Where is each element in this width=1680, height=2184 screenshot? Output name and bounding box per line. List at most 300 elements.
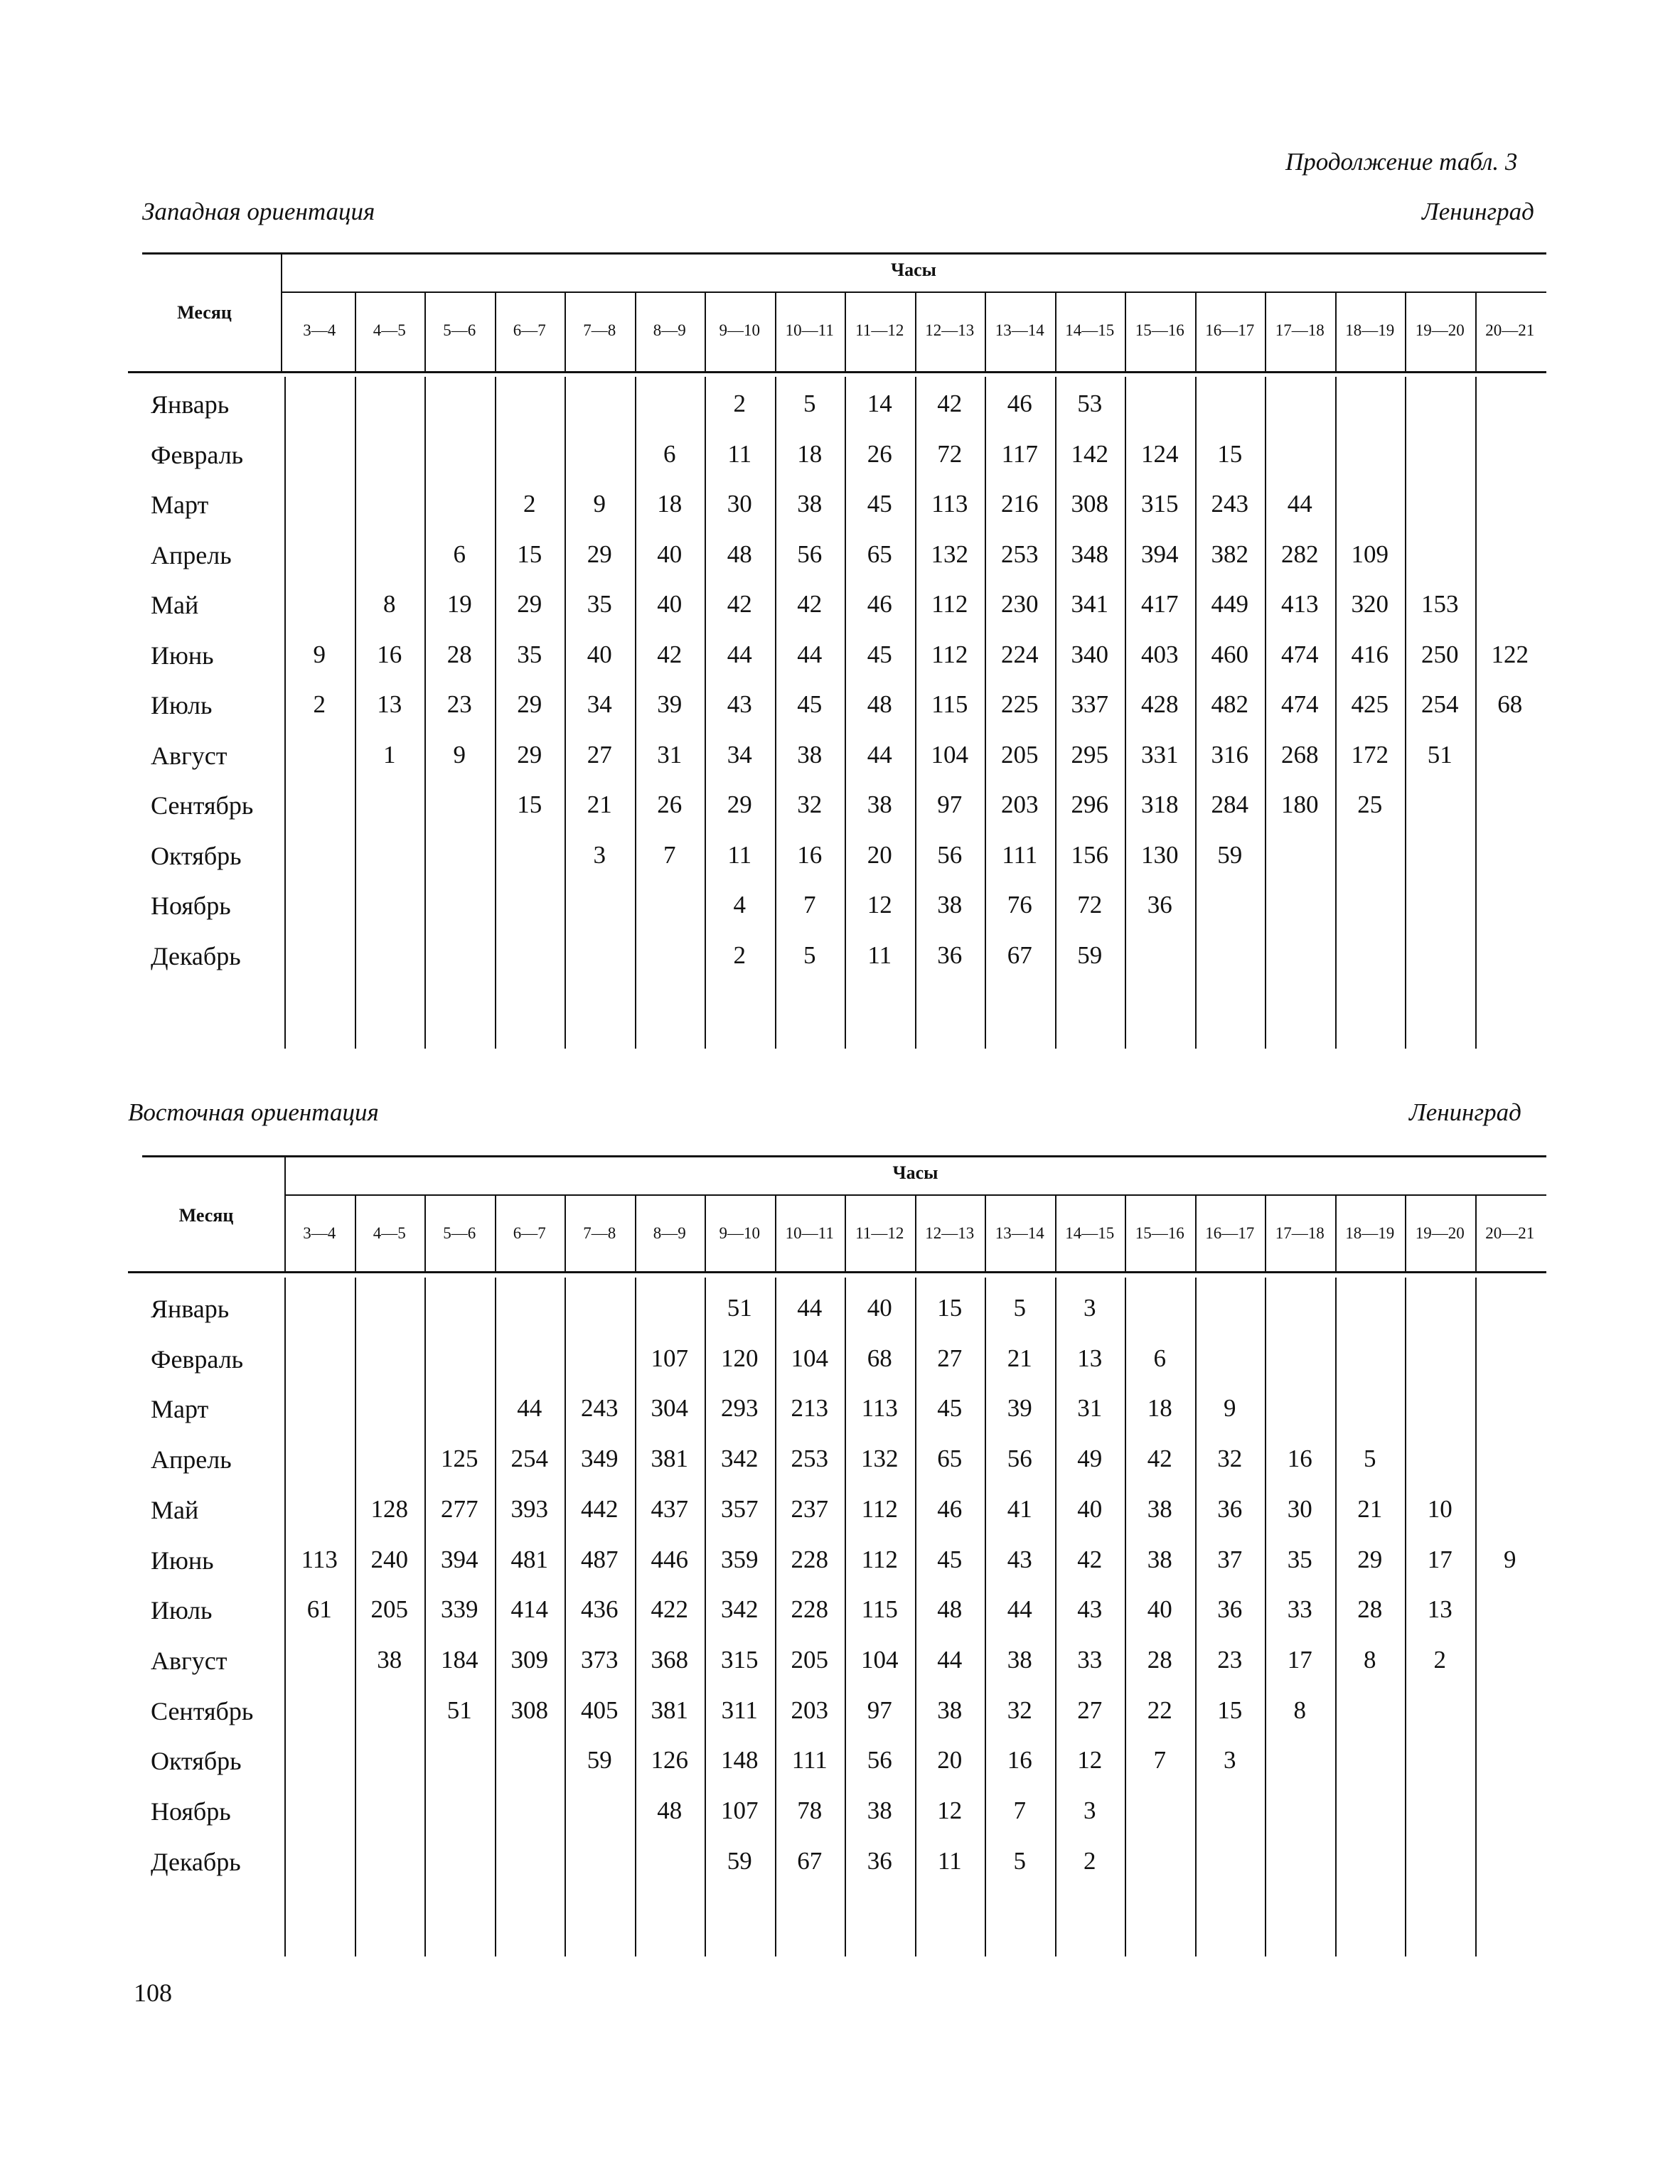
month-name: Октябрь [151, 841, 242, 870]
table-cell: 308 [1071, 490, 1108, 518]
hour-range-header: 11—12 [855, 1224, 904, 1242]
table-cell: 253 [791, 1445, 828, 1473]
city-label: Ленинград [1422, 198, 1534, 225]
table-cell: 213 [791, 1394, 828, 1423]
table-cell: 405 [581, 1696, 619, 1724]
table-cell: 382 [1211, 540, 1248, 568]
hour-range-header: 3—4 [303, 1224, 336, 1242]
table-cell: 293 [721, 1394, 759, 1423]
table-cell: 61 [306, 1595, 332, 1624]
table-cell: 112 [861, 1545, 898, 1573]
table-cell: 26 [867, 439, 892, 468]
table-cell: 394 [1141, 540, 1179, 568]
table-cell: 21 [587, 791, 612, 818]
table-cell: 68 [867, 1344, 892, 1372]
table-cell: 381 [651, 1696, 688, 1724]
hour-range-header: 7—8 [583, 1224, 616, 1242]
hour-range-header: 15—16 [1135, 321, 1184, 339]
table-cell: 254 [1421, 690, 1459, 718]
table-cell: 11 [727, 840, 752, 869]
table-cell: 42 [797, 590, 823, 618]
table-cell: 243 [581, 1394, 619, 1423]
hour-range-header: 19—20 [1415, 321, 1465, 339]
table-cell: 35 [587, 590, 612, 618]
table-cell: 29 [727, 791, 752, 818]
table-cell: 35 [1287, 1545, 1312, 1573]
table-cell: 437 [651, 1494, 688, 1523]
table-cell: 17 [1427, 1545, 1452, 1573]
table-cell: 44 [797, 1294, 823, 1322]
table-cell: 393 [510, 1494, 548, 1523]
table-cell: 2 [733, 390, 746, 417]
month-name: Январь [151, 1295, 230, 1323]
month-name: Июль [151, 691, 213, 719]
table-cell: 51 [727, 1294, 752, 1322]
table-cell: 109 [1351, 540, 1389, 568]
table-cell: 34 [727, 740, 752, 769]
month-name: Сентябрь [151, 791, 254, 820]
table-cell: 130 [1141, 840, 1179, 869]
table-cell: 42 [657, 640, 683, 668]
table-cell: 18 [1147, 1394, 1172, 1423]
hour-range-header: 8—9 [653, 1224, 686, 1242]
table-cell: 42 [937, 390, 963, 417]
hour-range-header: 14—15 [1065, 321, 1115, 339]
table-cell: 68 [1497, 690, 1523, 718]
table-cell: 107 [651, 1344, 688, 1372]
table-cell: 65 [867, 540, 892, 568]
hour-range-header: 6—7 [513, 321, 546, 339]
table-cell: 413 [1281, 590, 1319, 618]
table-cell: 23 [446, 690, 472, 718]
table-cell: 29 [517, 690, 542, 718]
table-cell: 38 [937, 1696, 963, 1724]
table-cell: 315 [1141, 490, 1179, 518]
table-cell: 56 [867, 1746, 892, 1774]
table-cell: 16 [1007, 1746, 1032, 1774]
table-cell: 180 [1281, 791, 1319, 818]
table-cell: 97 [867, 1696, 892, 1724]
table-cell: 51 [446, 1696, 472, 1724]
table-cell: 38 [377, 1645, 402, 1674]
body-column-divider [1475, 1278, 1477, 1956]
table-cell: 295 [1071, 740, 1108, 769]
table-cell: 113 [861, 1394, 898, 1423]
table-cell: 320 [1351, 590, 1389, 618]
table-cell: 2 [1433, 1645, 1446, 1674]
table-cell: 2 [523, 490, 536, 518]
table-cell: 44 [797, 640, 823, 668]
month-name: Июнь [151, 641, 214, 670]
hour-range-header: 16—17 [1205, 1224, 1255, 1242]
table-cell: 32 [797, 791, 823, 818]
section-title: Восточная ориентация [128, 1098, 379, 1126]
table-cell: 44 [517, 1394, 542, 1423]
table-cell: 45 [867, 640, 892, 668]
month-name: Март [151, 1395, 209, 1424]
table-cell: 341 [1071, 590, 1108, 618]
table-cell: 12 [867, 891, 892, 919]
hours-header: Часы [891, 259, 936, 280]
hour-range-header: 8—9 [653, 321, 686, 339]
table-cell: 17 [1287, 1645, 1312, 1674]
month-name: Октябрь [151, 1747, 242, 1776]
table-cell: 6 [663, 439, 676, 468]
table-cell: 148 [721, 1746, 759, 1774]
hour-range-header: 20—21 [1485, 1224, 1535, 1242]
table-cell: 38 [797, 740, 823, 769]
table-cell: 442 [581, 1494, 619, 1523]
table-cell: 11 [727, 439, 752, 468]
table-cell: 31 [657, 740, 683, 769]
table-cell: 112 [931, 590, 968, 618]
table-cell: 18 [657, 490, 683, 518]
hour-range-header: 13—14 [995, 1224, 1044, 1242]
table-cell: 5 [1013, 1294, 1026, 1322]
hour-range-header: 18—19 [1345, 1224, 1395, 1242]
hours-rule [281, 291, 1546, 293]
table-cell: 205 [1001, 740, 1039, 769]
table-cell: 20 [867, 840, 892, 869]
table-cell: 243 [1211, 490, 1248, 518]
table-cell: 36 [867, 1846, 892, 1875]
table-cell: 16 [377, 640, 402, 668]
table-cell: 48 [727, 540, 752, 568]
table-cell: 28 [446, 640, 472, 668]
header-bottom-rule [128, 371, 1546, 373]
table-cell: 104 [791, 1344, 828, 1372]
table-cell: 474 [1281, 690, 1319, 718]
table-cell: 9 [453, 740, 466, 769]
hour-range-header: 14—15 [1065, 1224, 1115, 1242]
table-cell: 311 [721, 1696, 758, 1724]
table-cell: 45 [867, 490, 892, 518]
table-cell: 224 [1001, 640, 1039, 668]
table-cell: 9 [1224, 1394, 1236, 1423]
table-cell: 12 [937, 1797, 963, 1824]
hour-range-header: 6—7 [513, 1224, 546, 1242]
table-cell: 44 [867, 740, 892, 769]
hour-range-header: 9—10 [719, 321, 760, 339]
table-cell: 9 [593, 490, 606, 518]
hour-range-header: 12—13 [925, 1224, 975, 1242]
hour-range-header: 16—17 [1205, 321, 1255, 339]
hour-range-header: 9—10 [719, 1224, 760, 1242]
table-cell: 449 [1211, 590, 1248, 618]
hour-range-header: 4—5 [373, 321, 406, 339]
table-cell: 67 [1007, 941, 1032, 969]
table-cell: 8 [383, 590, 396, 618]
table-cell: 44 [727, 640, 752, 668]
table-cell: 132 [931, 540, 968, 568]
header-bottom-rule [128, 1271, 1546, 1273]
table-cell: 45 [797, 690, 823, 718]
table-cell: 340 [1071, 640, 1108, 668]
table-cell: 15 [1217, 439, 1243, 468]
table-cell: 422 [651, 1595, 688, 1624]
month-name: Апрель [151, 540, 232, 569]
hours-header: Часы [892, 1162, 938, 1183]
table-cell: 28 [1147, 1645, 1172, 1674]
hour-range-header: 5—6 [443, 321, 476, 339]
page-number: 108 [134, 1979, 172, 2007]
table-cell: 112 [861, 1494, 898, 1523]
month-name: Апрель [151, 1445, 232, 1474]
table-cell: 3 [1224, 1746, 1236, 1774]
month-name: Июль [151, 1596, 213, 1625]
table-cell: 117 [1001, 439, 1038, 468]
table-cell: 12 [1077, 1746, 1103, 1774]
table-cell: 40 [867, 1294, 892, 1322]
table-cell: 36 [937, 941, 963, 969]
table-cell: 26 [657, 791, 683, 818]
table-cell: 331 [1141, 740, 1179, 769]
table-cell: 38 [937, 891, 963, 919]
table-cell: 59 [1077, 941, 1103, 969]
table-cell: 42 [727, 590, 752, 618]
table-cell: 481 [510, 1545, 548, 1573]
table-cell: 37 [1217, 1545, 1243, 1573]
table-cell: 33 [1077, 1645, 1103, 1674]
table-cell: 125 [441, 1445, 478, 1473]
table-cell: 10 [1427, 1494, 1452, 1523]
continuation-label: Продолжение табл. 3 [1285, 148, 1518, 176]
table-cell: 128 [370, 1494, 408, 1523]
hour-range-header: 10—11 [785, 1224, 834, 1242]
hour-range-header: 11—12 [855, 321, 904, 339]
table-cell: 6 [1153, 1344, 1166, 1372]
table-cell: 339 [441, 1595, 478, 1624]
table-cell: 40 [1147, 1595, 1172, 1624]
table-cell: 44 [937, 1645, 963, 1674]
table-cell: 36 [1217, 1595, 1243, 1624]
table-cell: 474 [1281, 640, 1319, 668]
table-cell: 142 [1071, 439, 1108, 468]
table-cell: 126 [651, 1746, 688, 1774]
table-cell: 205 [791, 1645, 828, 1674]
table-cell: 48 [867, 690, 892, 718]
table-cell: 32 [1217, 1445, 1243, 1473]
table-cell: 228 [791, 1545, 828, 1573]
table-cell: 225 [1001, 690, 1039, 718]
table-cell: 5 [803, 941, 816, 969]
table-cell: 11 [937, 1846, 962, 1875]
month-name: Сентябрь [151, 1696, 254, 1725]
table-cell: 21 [1007, 1344, 1032, 1372]
table-cell: 27 [587, 740, 612, 769]
table-cell: 59 [727, 1846, 752, 1875]
table-cell: 39 [657, 690, 683, 718]
table-cell: 342 [721, 1445, 759, 1473]
table-cell: 250 [1421, 640, 1459, 668]
hour-range-header: 19—20 [1415, 1224, 1465, 1242]
table-cell: 277 [441, 1494, 478, 1523]
table-cell: 122 [1491, 640, 1529, 668]
table-cell: 3 [1084, 1797, 1096, 1824]
table-cell: 308 [510, 1696, 548, 1724]
table-cell: 38 [1147, 1545, 1172, 1573]
table-cell: 282 [1281, 540, 1319, 568]
table-cell: 349 [581, 1445, 619, 1473]
hour-range-header: 12—13 [925, 321, 975, 339]
table-cell: 78 [797, 1797, 823, 1824]
table-cell: 46 [937, 1494, 963, 1523]
table-cell: 153 [1421, 590, 1459, 618]
table-cell: 7 [663, 840, 676, 869]
table-cell: 14 [867, 390, 892, 417]
table-cell: 30 [1287, 1494, 1312, 1523]
table-cell: 28 [1357, 1595, 1383, 1624]
table-cell: 31 [1077, 1394, 1103, 1423]
table-cell: 348 [1071, 540, 1108, 568]
hour-range-header: 3—4 [303, 321, 336, 339]
table-cell: 27 [1077, 1696, 1103, 1724]
table-cell: 368 [651, 1645, 688, 1674]
table-cell: 2 [1084, 1846, 1096, 1875]
month-header: Месяц [178, 1205, 234, 1226]
table-cell: 42 [1147, 1445, 1172, 1473]
month-name: Июнь [151, 1546, 214, 1575]
hour-range-header: 5—6 [443, 1224, 476, 1242]
table-cell: 417 [1141, 590, 1179, 618]
table-cell: 38 [867, 791, 892, 818]
hour-range-header: 7—8 [583, 321, 616, 339]
table-cell: 342 [721, 1595, 759, 1624]
city-label: Ленинград [1409, 1098, 1521, 1126]
table-cell: 15 [517, 540, 542, 568]
table-cell: 5 [1364, 1445, 1376, 1473]
table-cell: 46 [867, 590, 892, 618]
table-cell: 373 [581, 1645, 619, 1674]
table-cell: 48 [657, 1797, 683, 1824]
table-cell: 9 [313, 640, 326, 668]
table-cell: 216 [1001, 490, 1039, 518]
hour-range-header: 20—21 [1485, 321, 1535, 339]
table-cell: 15 [937, 1294, 963, 1322]
table-cell: 49 [1077, 1445, 1103, 1473]
table-cell: 487 [581, 1545, 619, 1573]
table-cell: 115 [861, 1595, 898, 1624]
table-cell: 56 [937, 840, 963, 869]
table-cell: 21 [1357, 1494, 1383, 1523]
table-cell: 205 [370, 1595, 408, 1624]
table-cell: 1 [383, 740, 396, 769]
table-cell: 11 [867, 941, 892, 969]
table-cell: 113 [931, 490, 968, 518]
table-cell: 35 [517, 640, 542, 668]
table-cell: 156 [1071, 840, 1108, 869]
table-cell: 3 [1084, 1294, 1096, 1322]
table-cell: 38 [867, 1797, 892, 1824]
month-name: Декабрь [151, 941, 241, 970]
table-cell: 4 [733, 891, 746, 919]
table-cell: 381 [651, 1445, 688, 1473]
table-cell: 203 [1001, 791, 1039, 818]
table-cell: 36 [1217, 1494, 1243, 1523]
table-cell: 296 [1071, 791, 1108, 818]
month-name: Январь [151, 390, 230, 419]
table-cell: 254 [510, 1445, 548, 1473]
table-cell: 184 [441, 1645, 478, 1674]
table-cell: 38 [1007, 1645, 1032, 1674]
table-cell: 318 [1141, 791, 1179, 818]
table-top-rule [142, 1155, 1546, 1157]
table-cell: 72 [937, 439, 963, 468]
table-cell: 43 [727, 690, 752, 718]
table-cell: 403 [1141, 640, 1179, 668]
table-cell: 65 [937, 1445, 963, 1473]
table-cell: 15 [1217, 1696, 1243, 1724]
table-cell: 20 [937, 1746, 963, 1774]
table-cell: 30 [727, 490, 752, 518]
table-cell: 59 [587, 1746, 612, 1774]
table-cell: 27 [937, 1344, 963, 1372]
table-cell: 32 [1007, 1696, 1032, 1724]
table-cell: 5 [1013, 1846, 1026, 1875]
table-cell: 112 [931, 640, 968, 668]
hour-range-header: 15—16 [1135, 1224, 1184, 1242]
table-cell: 40 [657, 540, 683, 568]
table-cell: 39 [1007, 1394, 1032, 1423]
hour-range-header: 13—14 [995, 321, 1044, 339]
table-cell: 107 [721, 1797, 759, 1824]
table-cell: 40 [657, 590, 683, 618]
table-cell: 115 [931, 690, 968, 718]
table-cell: 304 [651, 1394, 688, 1423]
table-cell: 8 [1364, 1645, 1376, 1674]
table-cell: 13 [1077, 1344, 1103, 1372]
month-name: Февраль [151, 1344, 244, 1374]
table-cell: 357 [721, 1494, 759, 1523]
month-header: Месяц [177, 302, 232, 323]
table-cell: 44 [1287, 490, 1312, 518]
month-name: Май [151, 1495, 199, 1524]
table-cell: 97 [937, 791, 963, 818]
table-cell: 3 [593, 840, 606, 869]
table-cell: 240 [370, 1545, 408, 1573]
table-cell: 113 [301, 1545, 338, 1573]
table-cell: 29 [517, 740, 542, 769]
table-cell: 230 [1001, 590, 1039, 618]
table-cell: 22 [1147, 1696, 1172, 1724]
table-cell: 337 [1071, 690, 1108, 718]
table-cell: 67 [797, 1846, 823, 1875]
table-cell: 315 [721, 1645, 759, 1674]
table-cell: 237 [791, 1494, 828, 1523]
hour-range-header: 10—11 [785, 321, 834, 339]
table-cell: 38 [1147, 1494, 1172, 1523]
table-cell: 76 [1007, 891, 1032, 919]
table-cell: 56 [1007, 1445, 1032, 1473]
table-cell: 9 [1504, 1545, 1516, 1573]
table-cell: 425 [1351, 690, 1389, 718]
month-name: Май [151, 591, 199, 619]
table-cell: 19 [446, 590, 472, 618]
hour-range-header: 4—5 [373, 1224, 406, 1242]
table-cell: 53 [1077, 390, 1103, 417]
table-cell: 2 [733, 941, 746, 969]
table-cell: 7 [1013, 1797, 1026, 1824]
month-name: Февраль [151, 440, 244, 469]
table-cell: 45 [937, 1394, 963, 1423]
table-cell: 40 [1077, 1494, 1103, 1523]
table-cell: 2 [313, 690, 326, 718]
table-cell: 13 [377, 690, 402, 718]
table-cell: 46 [1007, 390, 1032, 417]
hour-range-header: 18—19 [1345, 321, 1395, 339]
table-cell: 33 [1287, 1595, 1312, 1624]
table-cell: 15 [517, 791, 542, 818]
